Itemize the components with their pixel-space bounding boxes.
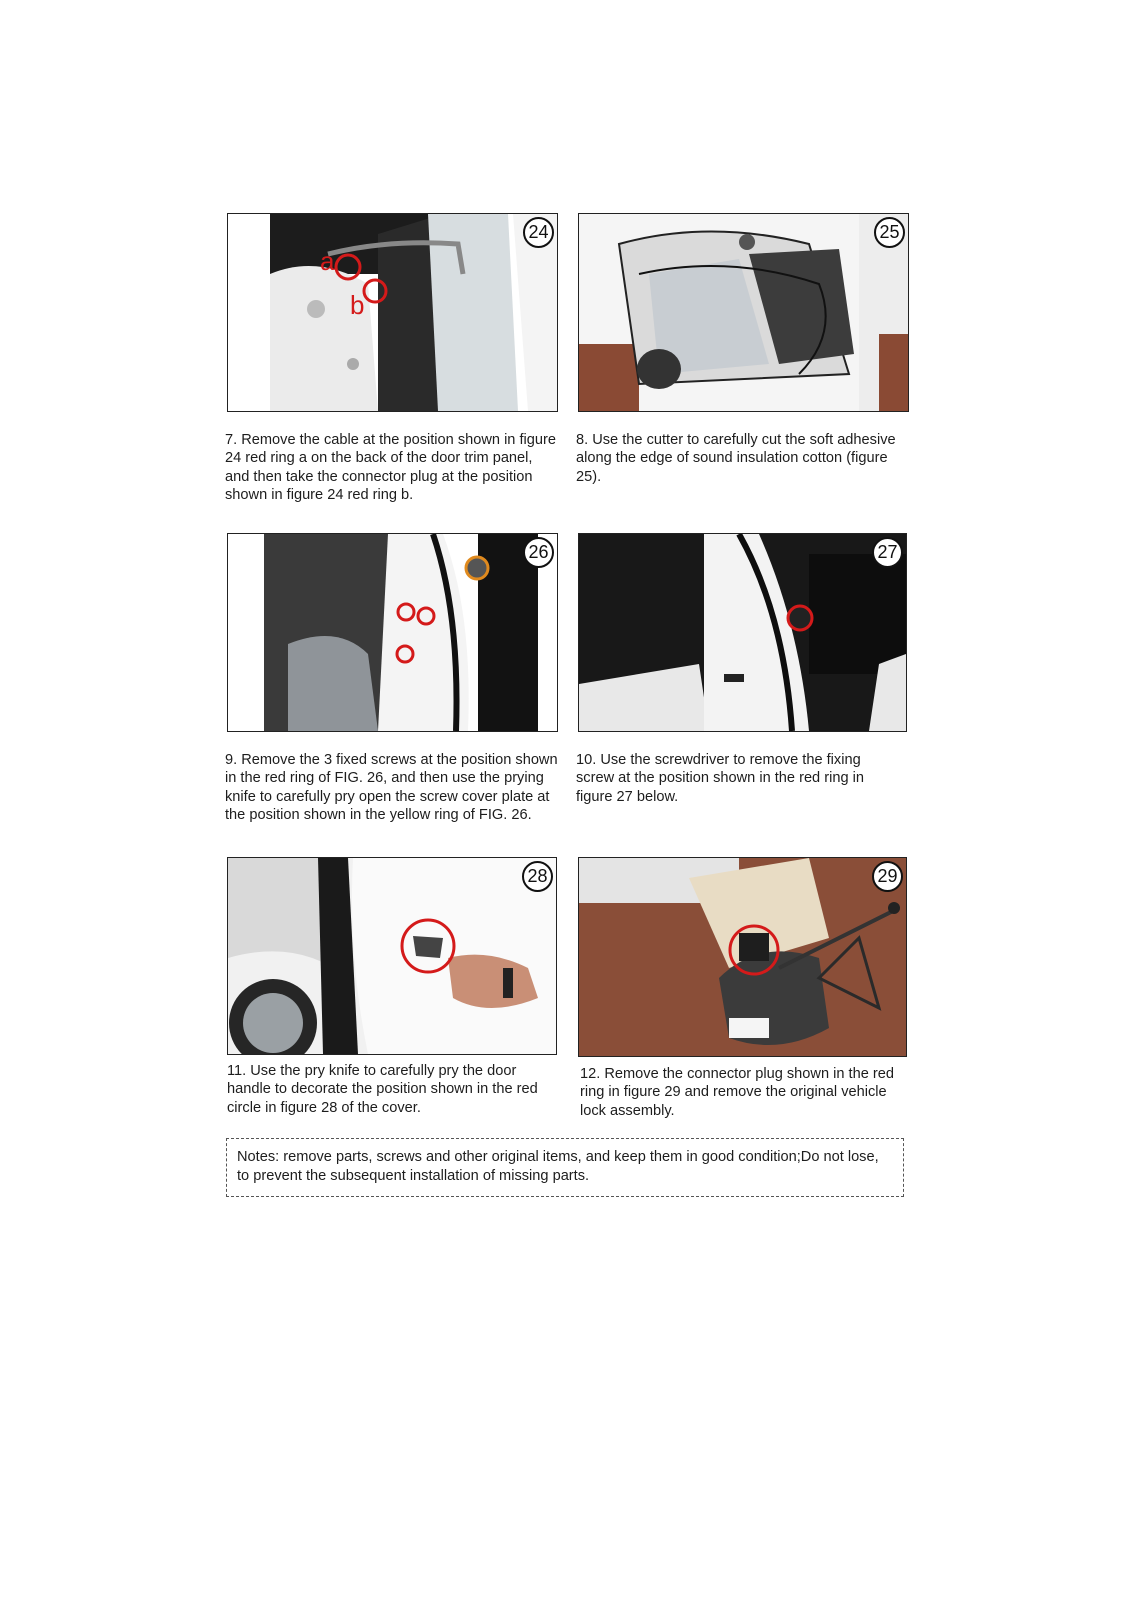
figure-24 xyxy=(227,213,558,412)
figure-27 xyxy=(578,533,907,732)
notes-text: Notes: remove parts, screws and other original items, and keep them in good condition;Do not lose, to prevent the subsequent installation of missing parts. xyxy=(237,1149,879,1184)
step-7-text: 7. Remove the cable at the position shown in figure 24 red ring a on the back of the door trim panel, and then take the connector plug at the position shown in figure 24 red ring b. xyxy=(225,432,556,503)
figure-24-photo xyxy=(228,214,557,411)
figure-29-photo xyxy=(579,858,906,1056)
step-8-text: 8. Use the cutter to carefully cut the soft adhesive along the edge of sound insulation cotton (figure 25). xyxy=(576,432,896,485)
figure-number-badge: 27 xyxy=(872,537,903,568)
yellow-ring xyxy=(466,557,488,579)
figure-27-photo xyxy=(579,534,906,731)
figure-25 xyxy=(578,213,909,412)
step-11-text: 11. Use the pry knife to carefully pry the door handle to decorate the position shown in the red circle in figure 28 of the cover. xyxy=(227,1063,538,1116)
figure-number-badge: 25 xyxy=(874,217,905,248)
figure-25-photo xyxy=(579,214,908,411)
red-ring xyxy=(788,606,812,630)
notes-box xyxy=(226,1138,904,1197)
figure-number-badge: 26 xyxy=(523,537,554,568)
figure-28-photo xyxy=(228,858,556,1054)
step-9-text: 9. Remove the 3 fixed screws at the position shown in the red ring of FIG. 26, and then use the prying knife to carefully pry open the screw cover plate at the position shown in the yellow ring of FIG. 26. xyxy=(225,752,558,823)
step-10-text: 10. Use the screwdriver to remove the fixing screw at the position shown in the red ring in figure 27 below. xyxy=(576,752,864,805)
figure-number-badge: 29 xyxy=(872,861,903,892)
figure-29 xyxy=(578,857,907,1057)
step-12-text: 12. Remove the connector plug shown in the red ring in figure 29 and remove the original vehicle lock assembly. xyxy=(580,1066,894,1119)
figure-28 xyxy=(227,857,557,1055)
marker-a: a xyxy=(320,246,335,276)
marker-b: b xyxy=(350,290,365,320)
figure-number-badge: 24 xyxy=(523,217,554,248)
figure-26-photo xyxy=(228,534,557,731)
figure-26 xyxy=(227,533,558,732)
figure-number-badge: 28 xyxy=(522,861,553,892)
